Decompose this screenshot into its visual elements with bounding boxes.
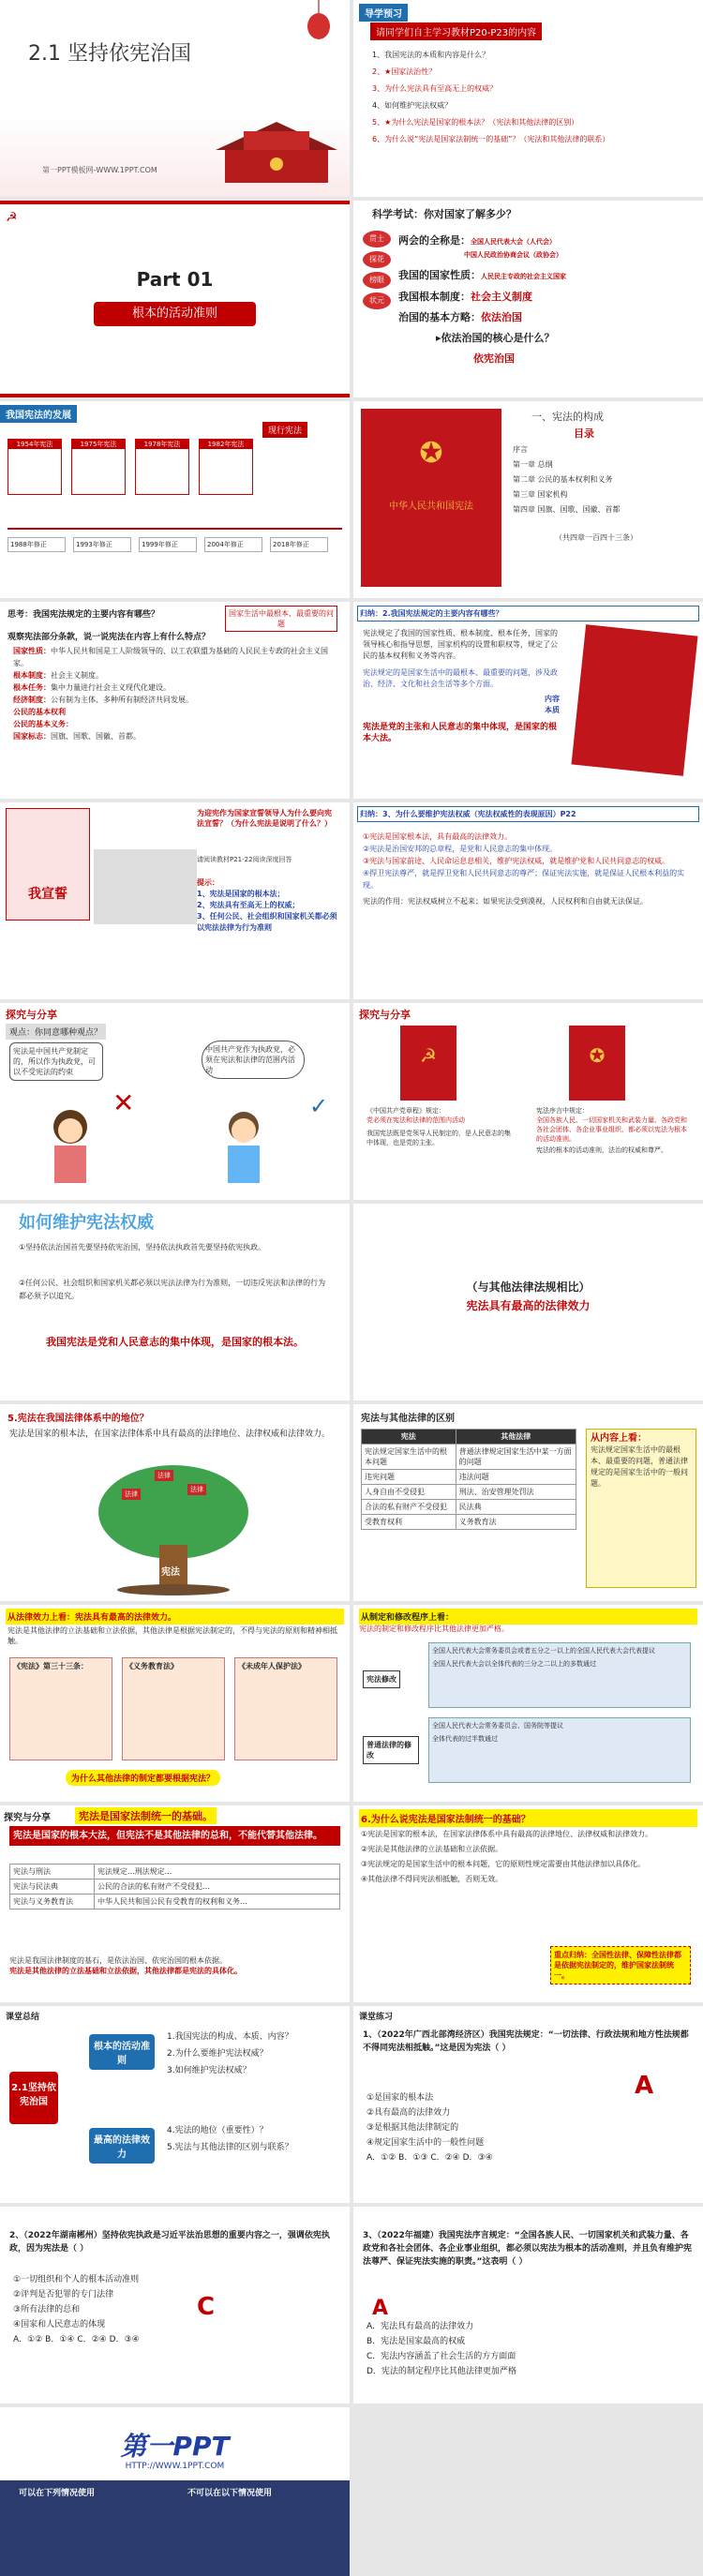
unity-table: 宪法与刑法 宪法规定...刑法规定... 宪法与民法典 公民的合法的私有财产不受侵犯... 宪法与义务教育法 中华人民共和国公民有受教育的权利和义务... [9, 1864, 340, 1910]
procedure-body: 宪法的制定和修改程序比其他法律更加严格。 [359, 1625, 509, 1633]
slide-part01 [0, 201, 350, 397]
slide-authority [353, 802, 703, 999]
constitution-book: ✪ [569, 1026, 625, 1101]
difference-title: 宪法与其他法律的区别 [361, 1414, 455, 1424]
maintain-line-2: ②任何公民、社会组织和国家机关都必须以宪法法律为行为准则，一切违反宪法和法律的行为都必须予以追究。 [19, 1279, 326, 1300]
toc-heading: 目录 [574, 427, 594, 440]
rank-badge: 状元 [363, 292, 391, 309]
effect-line-1: （与其他法律法规相比） [466, 1281, 591, 1294]
tree-trunk-label: 宪法 [161, 1567, 180, 1578]
summary-question: 归纳：2.我国宪法规定的主要内容有哪些？ [357, 606, 699, 622]
preview-item: 5、★为什么宪法是国家的根本法？（宪法和其他法律的区别） [372, 118, 579, 127]
mindmap-items-1: 1.我国宪法的构成、本质、内容？ 2.为什么要维护宪法权威？ 3.如何维护宪法权威？ [167, 2032, 293, 2075]
observe-prompt: 观察宪法部分条款，说一说宪法在内容上有什么特点？ [7, 633, 211, 642]
effect-body: 宪法是其他法律的立法基础和立法依据，其他法律是根据宪法制定的，不得与宪法的原则和精神相抵触。 [7, 1626, 337, 1645]
history-tag: 我国宪法的发展 [0, 405, 77, 423]
opinion-bubble-2: 中国共产党作为执政党，必须在宪法和法律的范围内活动 [202, 1041, 305, 1079]
constitution-book-image [571, 624, 697, 776]
charter-caption: 《中国共产党章程》规定： 党必须在宪法和法律的范围内活动 我国宪法既是党领导人民制定的，是人民意志的集中体现，也是党的主张。 [366, 1107, 511, 1146]
party-charter-book: ☭ [400, 1026, 456, 1101]
cross-icon: ✕ [112, 1087, 135, 1118]
effect-head: 从法律效力上看：宪法具有最高的法律效力。 [6, 1609, 344, 1625]
slide-explore-3 [0, 1805, 350, 2002]
unity-summary: 宪法是我国法律制度的基石，是依法治国、依宪治国的根本依据。 宪法是其他法律的立法基础和立法依据，其他法律都是宪法的具体化。 [9, 1956, 242, 1975]
content-list: 国家性质：中华人民共和国是工人阶级领导的、以工农联盟为基础的人民民主专政的社会主义国家。 根本制度：社会主义制度。 根本任务：集中力量进行社会主义现代化建设。 经济制度：公有制为主体、多种所有制经济共同发展。 公民的基本权利 公民的基本义务： 国家标志：国旗、国歌、国徽、首都。 [13, 647, 328, 741]
effect-line-2: 宪法具有最高的法律效力 [466, 1299, 591, 1312]
unity-title: 宪法是国家法制统一的基础。 [75, 1807, 217, 1824]
year-card: 1982年宪法 [199, 439, 253, 495]
maintain-summary: 我国宪法是党和人民意志的集中体现，是国家的根本法。 [46, 1336, 304, 1348]
law-revise-label: 普通法律的修改 [363, 1736, 419, 1764]
authority-list: ①宪法是国家根本法，具有最高的法律效力。 ②宪法是治国安邦的总章程，是党和人民意志的集中体现。 ③宪法与国家前途、人民命运息息相关，维护宪法权威，就是维护党和人民共同意志的权威。 ④捍卫宪法尊严，就是捍卫党和人民共同意志的尊严；保证宪法实施，就是保证人民根本利益的实现。 宪法的作用：宪法权威树立不起来；如果宪法受到漠视，人民权利和自由就无法保证。 [363, 832, 685, 906]
mindmap-branch-1: 根本的活动准则 [89, 2034, 155, 2070]
slide-unity-reason [353, 1805, 703, 2002]
explore-tag: 探究与分享 [6, 1009, 57, 1021]
slide-title-text: 2.1 坚持依宪治国 [28, 42, 191, 66]
law-excerpt-1: 《宪法》第三十三条： [9, 1657, 112, 1760]
student-boy-icon [211, 1106, 277, 1195]
preview-tag: 导学预习 [359, 4, 408, 22]
slide-effect-compare [0, 1605, 350, 1802]
check-icon: ✓ [309, 1093, 329, 1119]
preview-item: 3、为什么宪法具有至高无上的权威？ [372, 84, 498, 93]
mindmap-branch-2: 最高的法律效力 [89, 2128, 155, 2164]
tree-leaf-label: 法律 [155, 1470, 173, 1481]
oath-read: 请阅读教材P21-22阅读深度回答 [197, 856, 292, 863]
part-number: Part 01 [136, 268, 214, 291]
tiananmen-icon [206, 103, 347, 187]
exercise-options: ①一切组织和个人的根本活动准则 ②评判是否犯罪的专门法律 ③所有法律的总和 ④国家和人民意志的体现 A．①② B．①④ C．②④ D．③④ [13, 2275, 140, 2344]
exercise-question: 2、（2022年湖南郴州）坚持依宪执政是习近平法治思想的重要内容之一，强调依宪执政，因为宪法是（ ） [9, 2231, 330, 2254]
credits-col-2: 不可以在以下情况使用 [187, 2489, 273, 2498]
structure-title: 一、宪法的构成 [531, 411, 604, 423]
year-card: 1975年宪法 [71, 439, 126, 495]
explore-head: 观点：你同意哪种观点？ [6, 1024, 106, 1040]
preview-item: 4、如何维护宪法权威？ [372, 101, 453, 110]
preview-item: 1、我国宪法的本质和内容是什么？ [372, 51, 490, 59]
credits-col-1: 可以在下列情况使用 [19, 2489, 96, 2498]
exercise-question: 1、（2022年广西北部湾经济区）我国宪法规定：“一切法律、行政法规和地方性法规都不得同宪法相抵触。”这是因为宪法（ ） [363, 2030, 689, 2053]
brand-logo: 第一PPT [120, 2431, 230, 2462]
authority-question: 归纳：3、为什么要维护宪法权威（宪法权威性的表现原因）P22 [357, 806, 699, 822]
law-procedure: 全国人民代表大会常务委员会、国务院等提议 全体代表的过半数通过 [428, 1717, 691, 1783]
content-question: 思考：我国宪法规定的主要内容有哪些？ [7, 610, 160, 620]
slide-preview [353, 0, 703, 197]
rank-badge: 贯士 [363, 231, 391, 247]
exercise-options: ①是国家的根本法 ②具有最高的法律效力 ③是根据其他法律制定的 ④规定国家生活中的一般性问题 A．①② B．①③ C．②④ D．③④ [366, 2093, 493, 2163]
slide-footer: 第一PPT模板网-WWW.1PPT.COM [42, 166, 157, 174]
explore-tag: 探究与分享 [359, 1009, 411, 1021]
toc-total: （共四章一百四十三条） [555, 533, 637, 542]
unity-reason-list: ①宪法是国家的根本法，在国家法律体系中具有最高的法律地位、法律权威和法律效力。 ②宪法是其他法律的立法基础和立法依据。 ③宪法规定的是国家生活中的根本问题，它的原则性规定需要由其他法律加以具体化。 ④其他法律不得同宪法相抵触，否则无效。 [361, 1830, 653, 1883]
part-subtitle: 根本的活动准则 [94, 302, 256, 326]
explore-tag: 探究与分享 [4, 1813, 51, 1823]
tree-leaf-label: 法律 [122, 1489, 141, 1500]
difference-side: 从内容上看： 宪法规定国家生活中的最根本、最重要的问题，普通法律规定的是国家生活中的一般问题。 [586, 1429, 696, 1588]
slide-quiz [353, 201, 703, 397]
status-question: 5.宪法在我国法律体系中的地位？ [7, 1414, 149, 1424]
status-body: 宪法是国家的根本法，在国家法律体系中具有最高的法律地位、法律权威和法律效力。 [9, 1430, 331, 1439]
procedure-head: 从制定和修改程序上看： [359, 1609, 697, 1625]
exercise-options: A．宪法具有最高的法律效力 B．宪法是国家最高的权威 C．宪法内容涵盖了社会生活的方方面面 D．宪法的制定程序比其他法律更加严格 [366, 2322, 516, 2376]
slide-difference [353, 1404, 703, 1601]
preamble-caption: 宪法序言中规定： 全国各族人民、一切国家机关和武装力量、各政党和各社会团体、各企业事业组织，都必须以宪法为根本的活动准则。 宪法的根本的活动准则，法治的权威和尊严。 [536, 1107, 687, 1154]
slide-procedure [353, 1605, 703, 1802]
slide-summary [0, 2006, 350, 2203]
summary-body: 宪法规定了我国的国家性质、根本制度、根本任务，国家的领导核心和指导思想，国家机构的设置和职权等，规定了公民的基本权利和义务等内容。 宪法规定的是国家生活中的最根本、最重要的问题，涉及政治、经济、文化和社会生活等多个方面。 内容 本质 宪法是党的主张和人民意志的集中体现，是国家的根本大法。 [363, 629, 560, 743]
emblem-icon: ☭ [6, 210, 18, 225]
quiz-answers: 两会的全称是：全国人民代表大会（人代会） 中国人民政治协商会议（政协会） 我国的国家性质：人民民主专政的社会主义国家 我国根本制度：社会主义制度 治国的基本方略：依法治国 ▸依法治国的核心是什么？ 依宪治国 [398, 234, 566, 365]
slide-exercise-3 [353, 2207, 703, 2404]
lantern-icon [291, 0, 347, 56]
slide-empty [353, 2407, 703, 2576]
difference-table: 宪法 其他法律 宪法规定国家生活中的根本问题 普通法律规定国家生活中某一方面的问题 违宪问题 违法问题 人身自由不受侵犯 刑法、治安管理处罚法 合法的私有财产不受侵犯 民法典 受教育权利 义务教育法 [361, 1429, 576, 1530]
slide-oath [0, 802, 350, 999]
law-excerpt-3: 《未成年人保护法》 [234, 1657, 337, 1760]
mindmap-items-2: 4.宪法的地位（重要性）？ 5.宪法与其他法律的区别与联系？ [167, 2126, 293, 2152]
oath-photo [94, 849, 197, 924]
slide-explore-2 [353, 1003, 703, 1200]
maintain-line-1: ①坚持依法治国首先要坚持依宪治国，坚持依法执政首先要坚持依宪执政。 [19, 1243, 266, 1251]
toc-list: 序言 第一章 总纲 第二章 公民的基本权利和义务 第三章 国家机构 第四章 国旗、国歌、国徽、首都 [513, 445, 621, 514]
maintain-title: 如何维护宪法权威 [19, 1213, 154, 1233]
oath-tips: 提示： 1、宪法是国家的根本法； 2、宪法具有至高无上的权威； 3、任何公民、社会组织和国家机关都必须以宪法法律为行为准则 [197, 878, 337, 932]
rank-badge: 探花 [363, 251, 391, 268]
current-constitution-badge: 现行宪法 [262, 422, 307, 438]
exercise-answer: C [197, 2293, 216, 2321]
exercise-answer: A [635, 2072, 654, 2100]
national-emblem-icon: ✪ [419, 437, 443, 470]
slide-status [0, 1404, 350, 1601]
slide-highest-effect [353, 1204, 703, 1400]
student-girl-icon [37, 1106, 103, 1195]
unity-box: 宪法是国家的根本大法，但宪法不是其他法律的总和，不能代替其他法律。 [9, 1826, 340, 1846]
opinion-bubble-1: 宪法是中国共产党制定的，所以作为执政党，可以不受宪法的约束 [9, 1042, 103, 1081]
preview-instruction: 请同学们自主学习教材P20-P23的内容 [370, 22, 542, 40]
exercise-answer: A [372, 2297, 389, 2320]
slide-credits [0, 2407, 350, 2576]
slide-title [0, 0, 350, 197]
quiz-labels [363, 231, 396, 309]
unity-tip: 重点归纳：全国性法律、保障性法律都是依据宪法制定的，维护国家法制统一。 [550, 1946, 691, 1984]
brand-url: HTTP://WWW.1PPT.COM [125, 2462, 225, 2471]
law-excerpt-2: 《义务教育法》 [122, 1657, 225, 1760]
constitution-cover: ✪ 中华人民共和国宪法 [361, 409, 501, 587]
slide-exercise-1 [353, 2006, 703, 2203]
slide-constitution-history [0, 401, 350, 598]
slide-explore-1 [0, 1003, 350, 1200]
year-card: 1978年宪法 [135, 439, 189, 495]
summary-tag: 课堂总结 [6, 2013, 40, 2022]
history-years [7, 439, 253, 495]
constitution-procedure: 全国人民代表大会常务委员会或者五分之一以上的全国人民代表大会代表提议 全国人民代表大会以全体代表的三分之二以上的多数通过 [428, 1642, 691, 1708]
exercise-question: 3、（2022年福建）我国宪法序言规定：“全国各族人民、一切国家机关和武装力量、各政党和各社会团体、各企业事业组织，都必须以宪法为根本的活动准则，并且负有维护宪法尊严、保证宪法实施的职责。”这表明（ ） [363, 2231, 693, 2267]
preview-item: 6、为什么说“宪法是国家法制统一的基础”？（宪法和其他法律的联系） [372, 135, 610, 143]
rank-badge: 榜眼 [363, 272, 391, 289]
slide-main-content [0, 602, 350, 799]
effect-question: 为什么其他法律的制定都要根据宪法？ [66, 1770, 220, 1786]
slide-maintain-authority [0, 1204, 350, 1400]
preview-item: 2、★国家法治性？ [372, 67, 437, 76]
unity-question: 6.为什么说宪法是国家法制统一的基础？ [359, 1809, 697, 1827]
preview-list [372, 47, 609, 148]
constitution-revise-label: 宪法修改 [363, 1670, 400, 1688]
oath-question: 为迎宪作为国家宣誓领导人为什么要向宪法宣誓？（为什么宪法是说明了什么？） [197, 809, 332, 828]
exercise-tag: 课堂练习 [359, 2013, 394, 2022]
content-note: 国家生活中最根本、最重要的问题 [225, 606, 337, 632]
quiz-title: 科学考试：你对国家了解多少？ [372, 208, 516, 220]
year-card: 1954年宪法 [7, 439, 62, 495]
slide-content-summary [353, 602, 703, 799]
tree-leaf-label: 法律 [187, 1484, 206, 1495]
slide-exercise-2 [0, 2207, 350, 2404]
mindmap-center: 2.1坚持依宪治国 [9, 2072, 58, 2124]
oath-poster: 我宣誓 [6, 808, 90, 921]
slide-constitution-structure [353, 401, 703, 598]
revision-list: 1988年修正 1993年修正 1999年修正 2004年修正 2018年修正 [7, 537, 328, 552]
